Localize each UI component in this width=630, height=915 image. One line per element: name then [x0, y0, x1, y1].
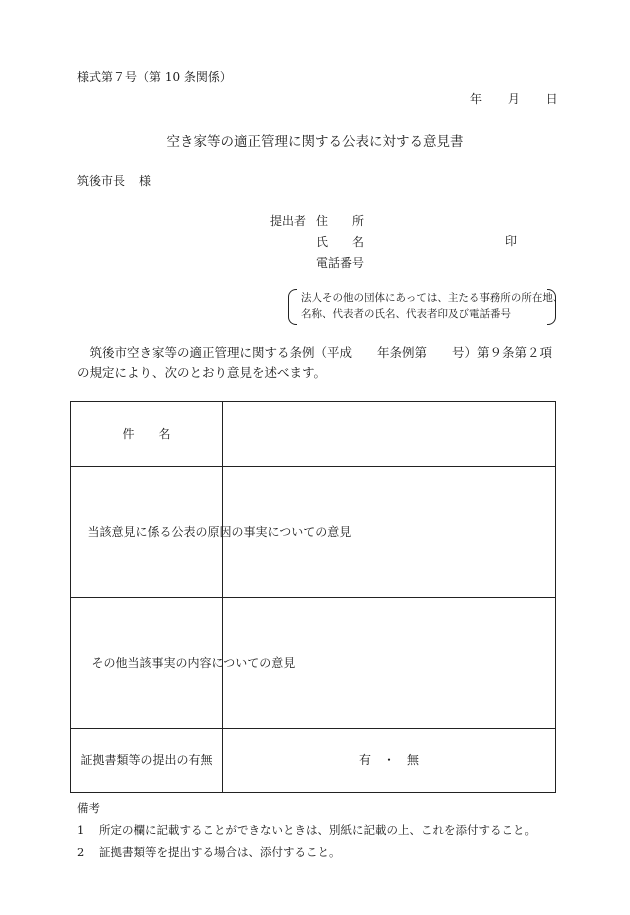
note-item — [77, 841, 536, 863]
phone-label: 電話番号 — [316, 256, 365, 270]
applicant-label: 提出者 — [270, 214, 307, 228]
seal-mark: 印 — [505, 234, 518, 248]
notes-section — [77, 797, 536, 863]
note-number: 1 — [77, 823, 85, 837]
note-number: 2 — [77, 845, 85, 859]
evidence-choice[interactable]: 有 ・ 無 — [223, 729, 556, 793]
row-label-cause-opinion: 当該意見に係る公表の原因の事実についての意見 — [71, 467, 223, 598]
applicant-block — [270, 211, 364, 274]
corporate-note — [288, 289, 564, 325]
corporate-note-line-2: 名称、代表者の氏名、代表者印及び電話番号 — [301, 308, 511, 320]
date-line: 年 月 日 — [470, 92, 558, 106]
row-label-subject: 件 名 — [71, 402, 223, 467]
table-row — [71, 598, 556, 729]
body-paragraph: 筑後市空き家等の適正管理に関する条例（平成 年条例第 号）第９条第２項の規定により、次のとおり意見を述べます。 — [77, 345, 553, 380]
table-row — [71, 467, 556, 598]
name-label: 氏 名 — [316, 235, 365, 249]
subject-field[interactable] — [223, 402, 556, 467]
left-bracket — [288, 289, 297, 325]
table-row — [71, 402, 556, 467]
note-text: 証拠書類等を提出する場合は、添付すること。 — [99, 845, 341, 859]
addressee — [77, 172, 151, 189]
table-row — [71, 729, 556, 793]
notes-heading: 備考 — [77, 801, 100, 815]
note-item — [77, 819, 536, 841]
row-label-evidence: 証拠書類等の提出の有無 — [71, 729, 223, 793]
corporate-note-line-1: 法人その他の団体にあっては、主たる事務所の所在地、 — [301, 292, 564, 304]
addressee-honorific: 様 — [139, 174, 152, 188]
addressee-name: 筑後市長 — [77, 174, 126, 188]
row-label-other-opinion: その他当該事実の内容についての意見 — [71, 598, 223, 729]
form-number: 様式第７号（第 10 条関係） — [77, 70, 232, 84]
document-title: 空き家等の適正管理に関する公表に対する意見書 — [166, 134, 464, 150]
note-text: 所定の欄に記載することができないときは、別紙に記載の上、これを添付すること。 — [99, 823, 536, 837]
opinion-form-table — [70, 401, 556, 793]
address-label: 住 所 — [316, 214, 365, 228]
